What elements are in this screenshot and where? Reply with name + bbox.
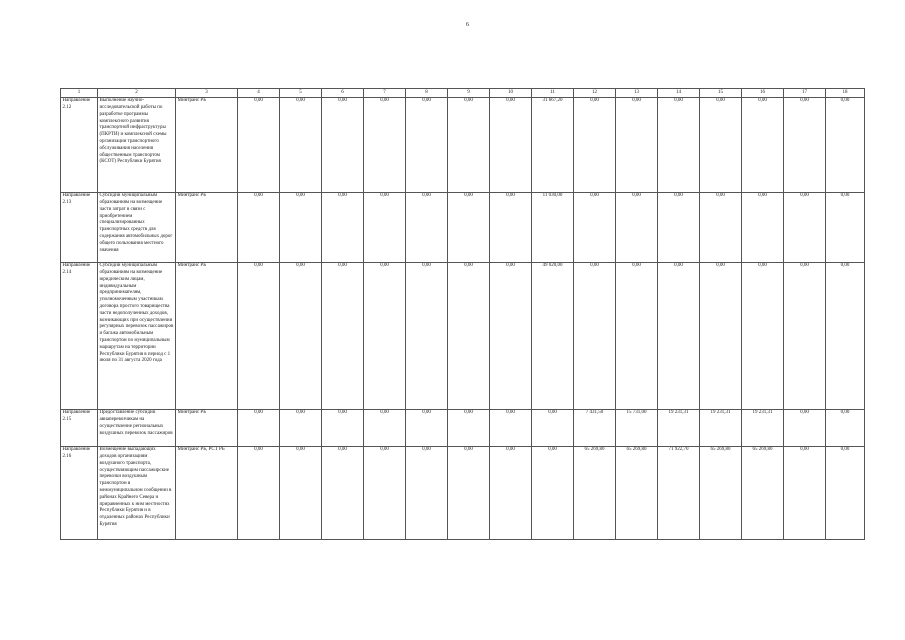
value-cell: 0,00 — [406, 409, 448, 446]
value-cell: 0,00 — [742, 192, 784, 262]
row-code: Направление 2.14 — [61, 262, 98, 409]
value-cell: 19 231,31 — [700, 409, 742, 446]
table-row — [61, 446, 865, 539]
value-cell: 0,00 — [658, 262, 700, 409]
value-cell: 0,00 — [826, 262, 865, 409]
value-cell: 0,00 — [490, 192, 532, 262]
column-number: 14 — [658, 89, 700, 98]
column-number: 17 — [784, 89, 826, 98]
value-cell: 0,00 — [238, 446, 280, 539]
column-number: 7 — [364, 89, 406, 98]
value-cell: 0,00 — [448, 262, 490, 409]
value-cell: 65 269,80 — [574, 446, 616, 539]
value-cell: 0,00 — [742, 97, 784, 192]
value-cell: 0,00 — [616, 262, 658, 409]
value-cell: 0,00 — [784, 409, 826, 446]
column-number: 5 — [280, 89, 322, 98]
value-cell: 0,00 — [574, 262, 616, 409]
value-cell: 65 269,80 — [700, 446, 742, 539]
value-cell: 65 269,80 — [742, 446, 784, 539]
value-cell: 0,00 — [448, 409, 490, 446]
table-row — [61, 262, 865, 409]
row-name: Возмещение выпадающих доходов организациям воздушного транспорта, осуществляющим пассажирские перевозки воздушным транспортом в межмуниципальном сообщении в районах Крайнего Севера и приравненных к ним местностях Республики Бурятия и в отдаленных районах Республики Бурятия — [98, 446, 176, 539]
value-cell: 0,00 — [280, 409, 322, 446]
value-cell: 0,00 — [784, 192, 826, 262]
value-cell: 0,00 — [532, 409, 574, 446]
value-cell: 0,00 — [322, 97, 364, 192]
value-cell: 0,00 — [448, 97, 490, 192]
row-executor: Минтранс РБ — [176, 97, 238, 192]
value-cell: 0,00 — [364, 97, 406, 192]
value-cell: 0,00 — [574, 192, 616, 262]
value-cell: 0,00 — [238, 262, 280, 409]
value-cell: 0,00 — [406, 262, 448, 409]
row-code: Направление 2.16 — [61, 446, 98, 539]
budget-table — [60, 88, 865, 540]
row-name: Предоставление субсидии авиаперевозчикам на осуществление региональных воздушных перевозок пассажиров — [98, 409, 176, 446]
value-cell: 0,00 — [826, 192, 865, 262]
value-cell: 0,00 — [406, 97, 448, 192]
column-number: 8 — [406, 89, 448, 98]
value-cell: 0,00 — [784, 262, 826, 409]
value-cell: 0,00 — [700, 262, 742, 409]
value-cell: 65 269,80 — [616, 446, 658, 539]
row-name: Выполнение научно-исследовательской работы по разработке программы комплексного развития транспортной инфраструктуры (ПКРТИ) и комплексной схемы организации транспортного обслуживания населения общественным транспортом (КСОТ) Республики Бурятия — [98, 97, 176, 192]
value-cell: 0,00 — [826, 446, 865, 539]
row-code: Направление 2.15 — [61, 409, 98, 446]
column-number: 4 — [238, 89, 280, 98]
column-number: 1 — [61, 89, 98, 98]
value-cell: 0,00 — [826, 97, 865, 192]
column-number: 13 — [616, 89, 658, 98]
value-cell: 0,00 — [448, 192, 490, 262]
value-cell: 0,00 — [448, 446, 490, 539]
value-cell: 0,00 — [280, 446, 322, 539]
column-number: 12 — [574, 89, 616, 98]
value-cell: 0,00 — [322, 409, 364, 446]
value-cell: 0,00 — [574, 97, 616, 192]
value-cell: 0,00 — [490, 97, 532, 192]
row-executor: Минтранс РБ — [176, 262, 238, 409]
column-number: 11 — [532, 89, 574, 98]
value-cell: 0,00 — [364, 446, 406, 539]
row-executor: Минтранс РБ, РСТ РБ — [176, 446, 238, 539]
value-cell: 0,00 — [238, 97, 280, 192]
value-cell: 0,00 — [490, 446, 532, 539]
column-number: 15 — [700, 89, 742, 98]
value-cell: 0,00 — [742, 262, 784, 409]
value-cell: 15 731,00 — [616, 409, 658, 446]
value-cell: 0,00 — [616, 97, 658, 192]
value-cell: 0,00 — [784, 446, 826, 539]
value-cell: 0,00 — [322, 262, 364, 409]
column-number-row — [61, 89, 865, 98]
column-number: 6 — [322, 89, 364, 98]
row-code: Направление 2.13 — [61, 192, 98, 262]
value-cell: 0,00 — [490, 262, 532, 409]
value-cell: 0,00 — [784, 97, 826, 192]
value-cell: 0,00 — [658, 97, 700, 192]
value-cell: 0,00 — [364, 262, 406, 409]
value-cell: 0,00 — [364, 409, 406, 446]
value-cell: 11 030,00 — [532, 192, 574, 262]
value-cell: 0,00 — [322, 446, 364, 539]
value-cell: 71 922,70 — [658, 446, 700, 539]
row-name: Субсидии муниципальным образованиям на возмещение юридическим лицам, индивидуальным предпринимателям, уполномоченным участникам договора простого товарищества части недополученных доходов, возникающих при осуществлении регулярных перевозок пассажиров и багажа автомобильным транспортом по муниципальным маршрутам на территории Республики Бурятия в период с 1 июля по 31 августа 2020 года — [98, 262, 176, 409]
value-cell: 49 020,00 — [532, 262, 574, 409]
column-number: 2 — [98, 89, 176, 98]
value-cell: 0,00 — [616, 192, 658, 262]
value-cell: 7 431,50 — [574, 409, 616, 446]
table-row — [61, 97, 865, 192]
column-number: 3 — [176, 89, 238, 98]
value-cell: 0,00 — [280, 262, 322, 409]
value-cell: 0,00 — [826, 409, 865, 446]
table-row — [61, 192, 865, 262]
row-executor: Минтранс РБ — [176, 409, 238, 446]
value-cell: 0,00 — [280, 97, 322, 192]
value-cell: 0,00 — [364, 192, 406, 262]
value-cell: 19 231,31 — [658, 409, 700, 446]
value-cell: 31 667,20 — [532, 97, 574, 192]
value-cell: 0,00 — [238, 192, 280, 262]
value-cell: 0,00 — [700, 97, 742, 192]
column-number: 9 — [448, 89, 490, 98]
column-number: 10 — [490, 89, 532, 98]
page-number: 6 — [466, 22, 469, 28]
row-name: Субсидии муниципальным образованиям на возмещение части затрат в связи с приобретением специализированных транспортных средств для содержания автомобильных дорог общего пользования местного значения — [98, 192, 176, 262]
value-cell: 0,00 — [322, 192, 364, 262]
table-body — [61, 89, 865, 540]
value-cell: 19 231,31 — [742, 409, 784, 446]
table-row — [61, 409, 865, 446]
row-executor: Минтранс РБ — [176, 192, 238, 262]
value-cell: 0,00 — [406, 446, 448, 539]
value-cell: 0,00 — [532, 446, 574, 539]
value-cell: 0,00 — [406, 192, 448, 262]
value-cell: 0,00 — [658, 192, 700, 262]
value-cell: 0,00 — [700, 192, 742, 262]
row-code: Направление 2.12 — [61, 97, 98, 192]
value-cell: 0,00 — [490, 409, 532, 446]
value-cell: 0,00 — [238, 409, 280, 446]
column-number: 18 — [826, 89, 865, 98]
column-number: 16 — [742, 89, 784, 98]
value-cell: 0,00 — [280, 192, 322, 262]
